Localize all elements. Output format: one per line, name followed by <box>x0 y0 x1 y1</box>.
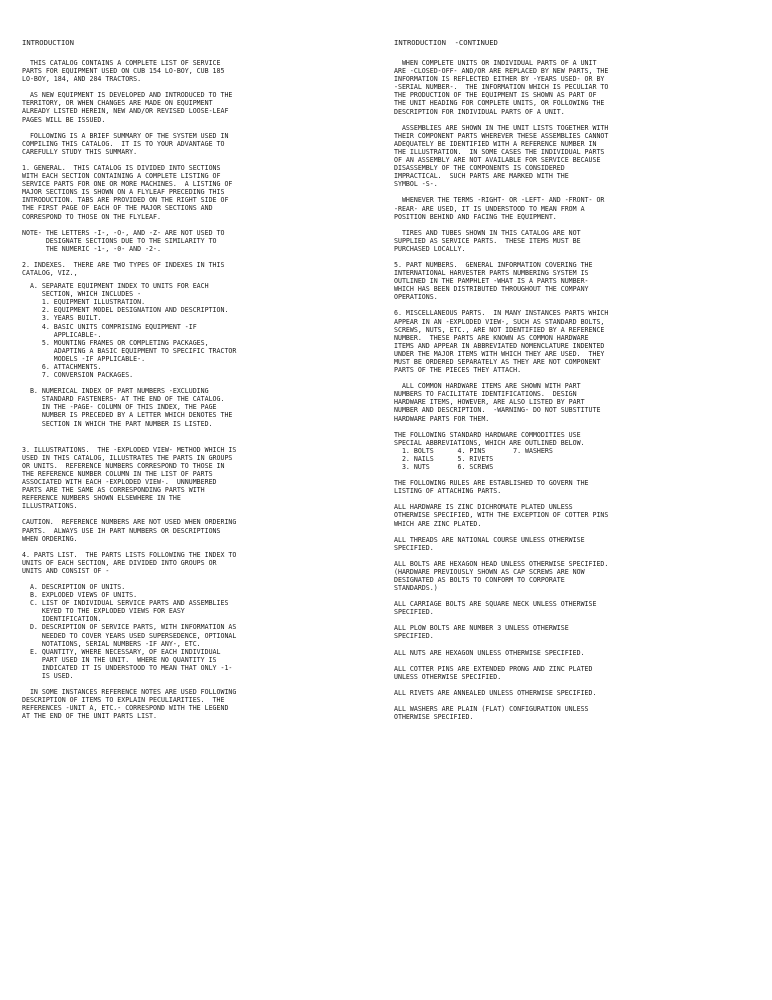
terms-paragraph: WHENEVER THE TERMS -RIGHT- OR -LEFT- AND -FRONT- OR -REAR- ARE USED, IT IS UNDERSTOOD TO MEAN FROM A POSITION BEHIND AND FACING THE EQUIPMENT. <box>394 196 605 221</box>
note-paragraph: NOTE- THE LETTERS -I-, -O-, AND -Z- ARE NOT USED TO DESIGNATE SECTIONS DUE TO THE SIMILARITY TO THE NUMERIC -1-, -0- AND -2-. <box>22 228 225 253</box>
rules-intro: THE FOLLOWING RULES ARE ESTABLISHED TO GOVERN THE LISTING OF ATTACHING PARTS. <box>394 479 589 496</box>
rule-hardware-plating: ALL HARDWARE IS ZINC DICHROMATE PLATED UNLESS OTHERWISE SPECIFIED, WITH THE EXCEPTION OF COTTER PINS WHICH ARE ZINC PLATED. <box>394 503 609 528</box>
rule-carriage-bolts: ALL CARRIAGE BOLTS ARE SQUARE NECK UNLESS OTHERWISE SPECIFIED. <box>394 600 597 617</box>
left-column <box>22 38 368 728</box>
continued-heading: INTRODUCTION -CONTINUED <box>394 38 498 47</box>
right-column <box>394 38 754 729</box>
index-list-a: A. SEPARATE EQUIPMENT INDEX TO UNITS FOR EACH SECTION, WHICH INCLUDES - 1. EQUIPMENT ILLUSTRATION. 2. EQUIPMENT MODEL DESIGNATION AND DESCRIPTION. 3. YEARS BUILT. 4. BASIC UNITS COMPRISING EQUIPMENT -IF APPLICABLE-. 5. MOUNTING FRAMES OR COMPLETING PACKAGES, ADAPTING A BASIC EQUIPMENT TO SPECIFIC TRACTOR MODELS -IF APPLICABLE-. 6. ATTACHMENTS. 7. CONVERSION PACKAGES. <box>29 282 237 380</box>
rule-threads: ALL THREADS ARE NATIONAL COURSE UNLESS OTHERWISE SPECIFIED. <box>394 535 585 552</box>
parts-list-section: 4. PARTS LIST. THE PARTS LISTS FOLLOWING THE INDEX TO UNITS OF EACH SECTION, ARE DIVIDED INTO GROUPS OR UNITS AND CONSIST OF - <box>22 550 237 575</box>
reference-notes-paragraph: IN SOME INSTANCES REFERENCE NOTES ARE USED FOLLOWING DESCRIPTION OF ITEMS TO EXPLAIN PECULIARITIES. THE REFERENCES -UNIT A, ETC.- CORRESPOND WITH THE LEGEND AT THE END OF THE UNIT PARTS LIST. <box>22 688 237 721</box>
page-heading: INTRODUCTION <box>22 38 74 47</box>
illustrations-section: 3. ILLUSTRATIONS. THE -EXPLODED VIEW- METHOD WHICH IS USED IN THIS CATALOG, ILLUSTRATES THE PARTS IN GROUPS OR UNITS. REFERENCE NUMBERS CORRESPOND TO THOSE IN THE REFERENCE NUMBER COLUMN IN THE LIST OF PARTS ASSOCIATED WITH EACH -EXPLODED VIEW-. UNNUMBERED PARTS ARE THE SAME AS CORRESPONDING PARTS WITH REFERENCE NUMBERS SHOWN ELSEWHERE IN THE ILLUSTRATIONS. <box>22 445 237 511</box>
miscellaneous-parts-section: 6. MISCELLANEOUS PARTS. IN MANY INSTANCES PARTS WHICH APPEAR IN AN -EXPLODED VIEW-, SUCH AS STANDARD BOLTS, SCREWS, NUTS, ETC., ARE NOT IDENTIFIED BY A REFERENCE NUMBER. THESE PARTS ARE KNOWN AS COMMON HARDWARE ITEMS AND APPEAR IN ABBREVIATED NOMENCLATURE INDENTED UNDER THE MAJOR ITEMS WITH WHICH THEY ARE USED. THEY MUST BE ORDERED SEPARATELY AS THEY ARE NOT COMPONENT PARTS OF THE PIECES THEY ATTACH. <box>394 309 609 375</box>
rule-nuts: ALL NUTS ARE HEXAGON UNLESS OTHERWISE SPECIFIED. <box>394 648 585 657</box>
parts-list-items: A. DESCRIPTION OF UNITS. B. EXPLODED VIEWS OF UNITS. C. LIST OF INDIVIDUAL SERVICE PARTS AND ASSEMBLIES KEYED TO THE EXPLODED VIEWS FOR EASY IDENTIFICATION. D. DESCRIPTION OF SERVICE PARTS, WITH INFORMATION AS NEEDED TO COVER YEARS USED SUPERSEDENCE, OPTIONAL NOTATIONS, SERIAL NUMBERS -IF ANY-, ETC. E. QUANTITY, WHERE NECESSARY, OF EACH INDIVIDUAL PART USED IN THE UNIT. WHERE NO QUANTITY IS INDICATED IT IS UNDERSTOOD TO MEAN THAT ONLY -1- IS USED. <box>29 582 237 680</box>
rule-washers: ALL WASHERS ARE PLAIN (FLAT) CONFIGURATION UNLESS OTHERWISE SPECIFIED. <box>394 704 589 721</box>
rule-plow-bolts: ALL PLOW BOLTS ARE NUMBER 3 UNLESS OTHERWISE SPECIFIED. <box>394 624 569 641</box>
closed-off-paragraph: WHEN COMPLETE UNITS OR INDIVIDUAL PARTS OF A UNIT ARE -CLOSED-OFF- AND/OR ARE REPLACED BY NEW PARTS, THE INFORMATION IS REFLECTED EITHER BY -YEARS USED- OR BY -SERIAL NUMBER-. THE INFORMATION WHICH IS PECULIAR TO THE PRODUCTION OF THE EQUIPMENT IS SHOWN AS PART OF THE UNIT HEADING FOR COMPLETE UNITS, OR FOLLOWING THE DESCRIPTION FOR INDIVIDUAL PARTS OF A UNIT. <box>394 59 609 116</box>
general-section: 1. GENERAL. THIS CATALOG IS DIVIDED INTO SECTIONS WITH EACH SECTION CONTAINING A COMPLETE LISTING OF SERVICE PARTS FOR ONE OR MORE MACHINES. A LISTING OF MAJOR SECTIONS IS SHOWN ON A FLYLEAF PRECEDING THIS INTRODUCTION. TABS ARE PROVIDED ON THE RIGHT SIDE OF THE FIRST PAGE OF EACH OF THE MAJOR SECTIONS AND CORRESPOND TO THOSE ON THE FLYLEAF. <box>22 163 233 221</box>
common-hardware-paragraph: ALL COMMON HARDWARE ITEMS ARE SHOWN WITH PART NUMBERS TO FACILITATE IDENTIFICATIONS. DESIGN HARDWARE ITEMS, HOWEVER, ARE ALSO LISTED BY PART NUMBER AND DESCRIPTION. -WARNING- DO NOT SUBSTITUTE HARDWARE PARTS FOR THEM. <box>394 382 601 423</box>
new-equipment-paragraph: AS NEW EQUIPMENT IS DEVELOPED AND INTRODUCED TO THE TERRITORY, OR WHEN CHANGES ARE MADE ON EQUIPMENT ALREADY LISTED HEREIN, NEW AND/OR REVISED LOOSE-LEAF PAGES WILL BE ISSUED. <box>22 91 233 124</box>
caution-paragraph: CAUTION. REFERENCE NUMBERS ARE NOT USED WHEN ORDERING PARTS. ALWAYS USE IH PART NUMBERS OR DESCRIPTIONS WHEN ORDERING. <box>22 518 237 543</box>
tires-paragraph: TIRES AND TUBES SHOWN IN THIS CATALOG ARE NOT SUPPLIED AS SERVICE PARTS. THESE ITEMS MUST BE PURCHASED LOCALLY. <box>394 228 581 253</box>
abbreviations-list: THE FOLLOWING STANDARD HARDWARE COMMODITIES USE SPECIAL ABBREVIATIONS, WHICH ARE OUTLINED BELOW. 1. BOLTS 4. PINS 7. WASHERS 2. NAILS 5. RIVETS 3. NUTS 6. SCREWS <box>394 430 585 472</box>
rule-rivets: ALL RIVETS ARE ANNEALED UNLESS OTHERWISE SPECIFIED. <box>394 688 597 697</box>
rule-cotter-pins: ALL COTTER PINS ARE EXTENDED PRONG AND ZINC PLATED UNLESS OTHERWISE SPECIFIED. <box>394 664 593 681</box>
rule-bolts: ALL BOLTS ARE HEXAGON HEAD UNLESS OTHERWISE SPECIFIED. (HARDWARE PREVIOUSLY SHOWN AS CAP SCREWS ARE NOW DESIGNATED AS BOLTS TO CONFORM TO CORPORATE STANDARDS.) <box>394 559 609 593</box>
intro-paragraph: THIS CATALOG CONTAINS A COMPLETE LIST OF SERVICE PARTS FOR EQUIPMENT USED ON CUB 154 LO-BOY, CUB 185 LO-BOY, 184, AND 284 TRACTORS. <box>22 59 225 84</box>
summary-paragraph: FOLLOWING IS A BRIEF SUMMARY OF THE SYSTEM USED IN COMPILING THIS CATALOG. IT IS TO YOUR ADVANTAGE TO CAREFULLY STUDY THIS SUMMARY. <box>22 131 229 156</box>
part-numbers-section: 5. PART NUMBERS. GENERAL INFORMATION COVERING THE INTERNATIONAL HARVESTER PARTS NUMBERING SYSTEM IS OUTLINED IN THE PAMPHLET -WHAT IS A PARTS NUMBER- WHICH HAS BEEN DISTRIBUTED THROUGHOUT THE COMPANY OPERATIONS. <box>394 260 593 302</box>
index-list-b: B. NUMERICAL INDEX OF PART NUMBERS -EXCLUDING STANDARD FASTENERS- AT THE END OF THE CATALOG. IN THE -PAGE- COLUMN OF THIS INDEX, THE PAGE NUMBER IS PRECEDED BY A LETTER WHICH DENOTES THE SECTION IN WHICH THE PART NUMBER IS LISTED. <box>29 387 233 428</box>
assemblies-paragraph: ASSEMBLIES ARE SHOWN IN THE UNIT LISTS TOGETHER WITH THEIR COMPONENT PARTS WHEREVER THESE ASSEMBLIES CANNOT ADEQUATELY BE IDENTIFIED WITH A REFERENCE NUMBER IN THE ILLUSTRATION. IN SOME CASES THE INDIVIDUAL PARTS OF AN ASSEMBLY ARE NOT AVAILABLE FOR SERVICE BECAUSE DISASSEMBLY OF THE COMPONENTS IS CONSIDERED IMPRACTICAL. SUCH PARTS ARE MARKED WITH THE SYMBOL -S-. <box>394 123 609 189</box>
indexes-section: 2. INDEXES. THERE ARE TWO TYPES OF INDEXES IN THIS CATALOG, VIZ., <box>22 260 225 277</box>
